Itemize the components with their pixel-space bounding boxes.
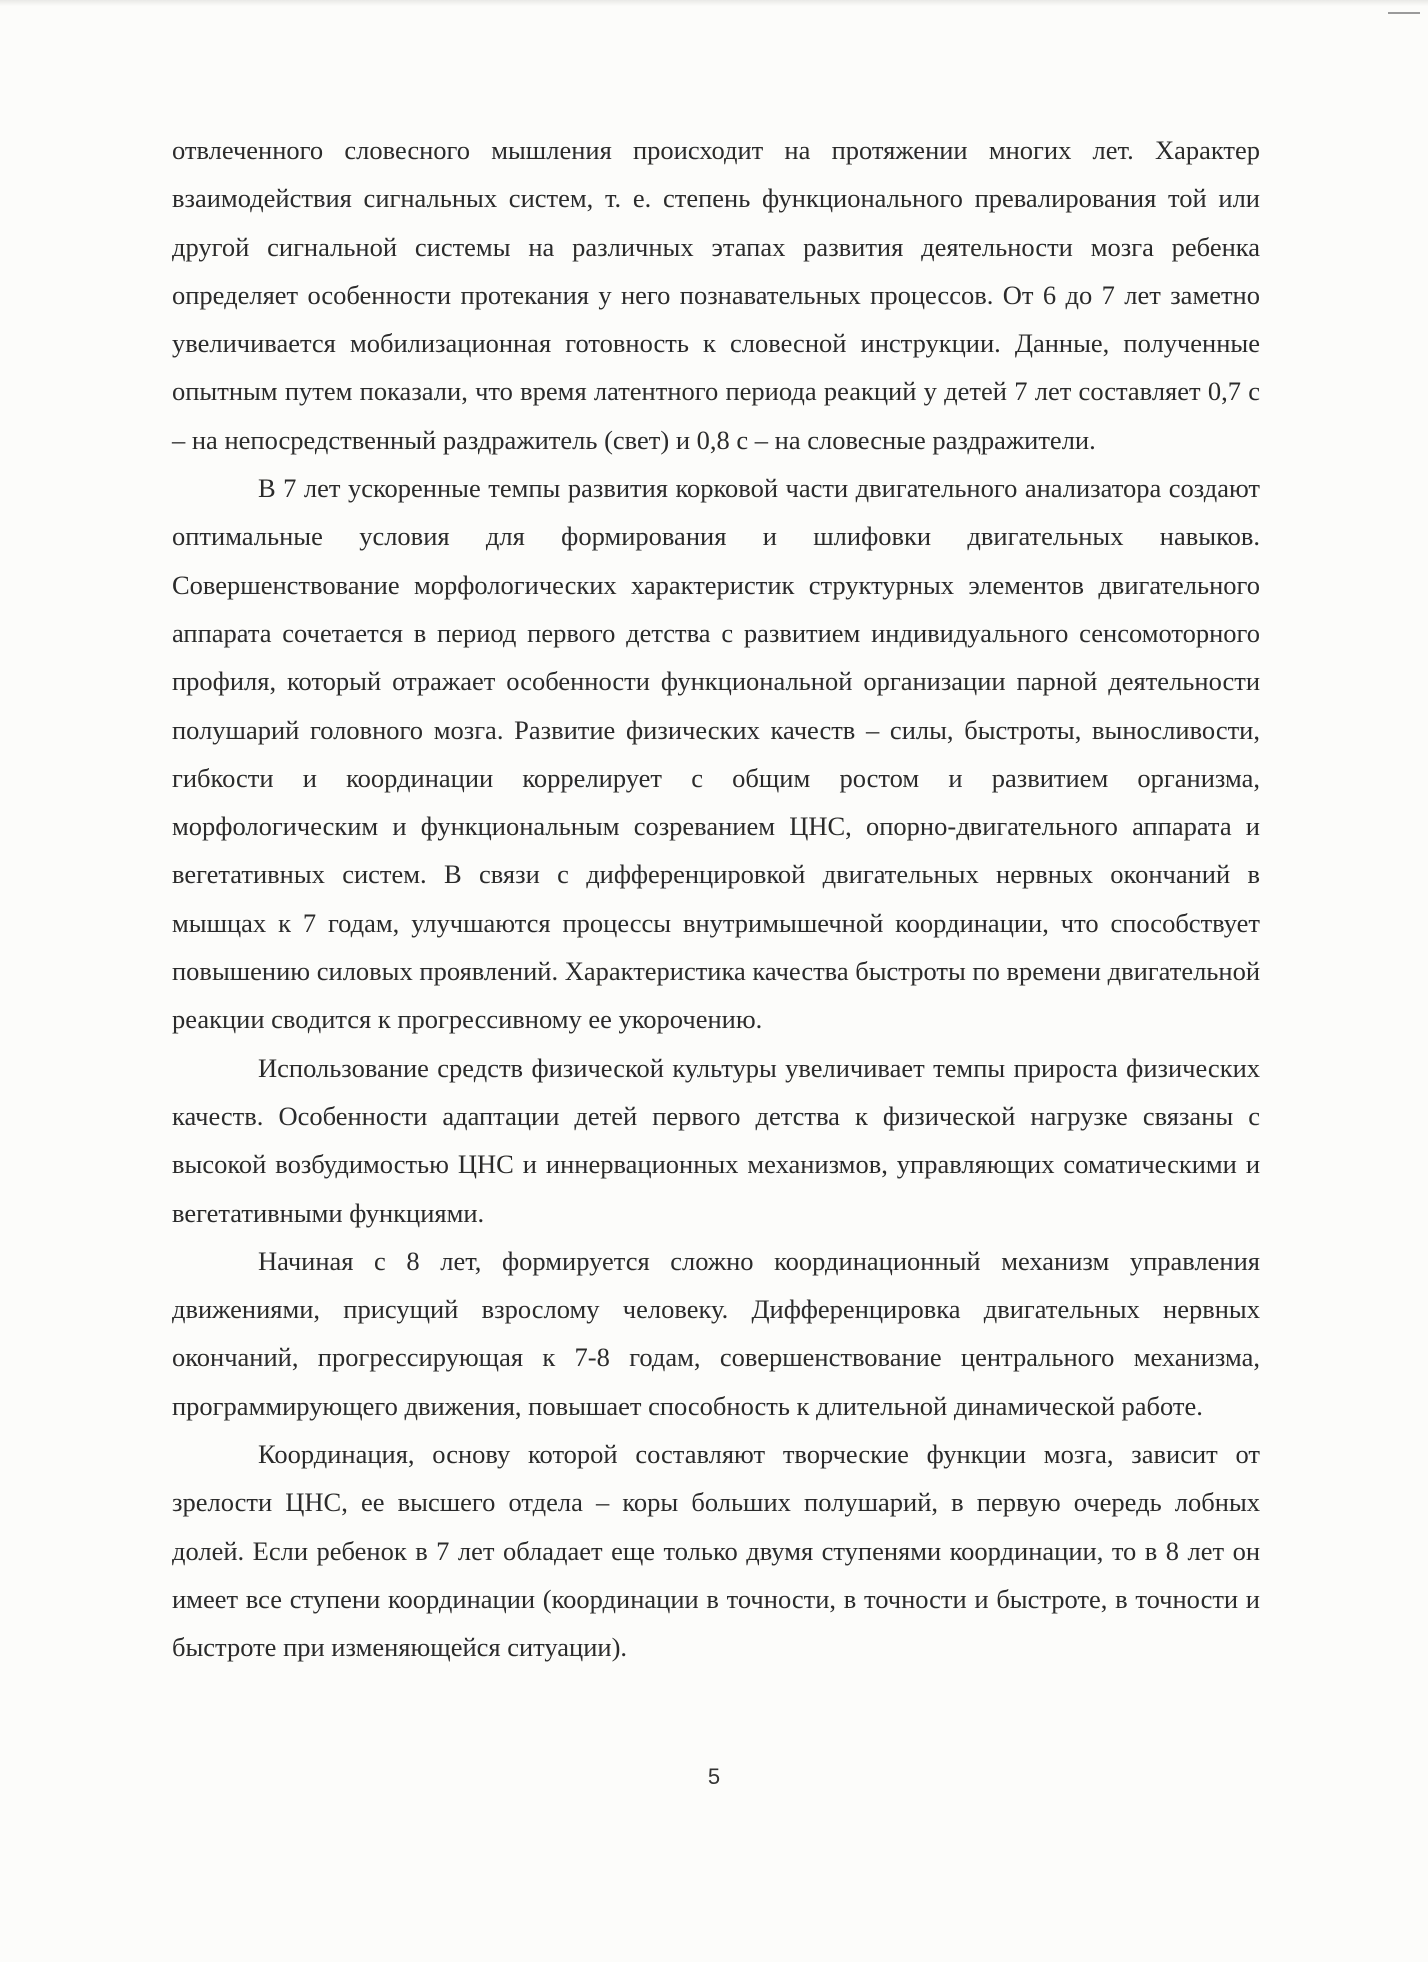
paragraph: Начиная с 8 лет, формируется сложно координационный механизм управления движениями, присущий взрослому человеку. Дифференцировка двигательных нервных окончаний, прогрессирующая к 7-8 годам, совершенствование центрального механизма, программирующего движения, повышает способность к длительной динамической работе.	[172, 1245, 1260, 1421]
paragraph: Использование средств физической культуры увеличивает темпы прироста физических качеств. Особенности адаптации детей первого детства к физической нагрузке связаны с высокой возбудимостью ЦНС и иннервационных механизмов, управляющих соматическими и вегетативными функциями.	[172, 1052, 1260, 1228]
scan-top-edge	[0, 0, 1428, 6]
paragraph: Координация, основу которой составляют творческие функции мозга, зависит от зрелости ЦНС, ее высшего отдела – коры больших полушарий, в первую очередь лобных долей. Если ребенок в 7 лет обладает еще только двумя ступенями координации, то в 8 лет он имеет все ступени координации (координации в точности, в точности и быстроте, в точности и быстроте при изменяющейся ситуации).	[172, 1439, 1260, 1663]
paragraph: отвлеченного словесного мышления происходит на протяжении многих лет. Характер взаимодействия сигнальных систем, т. е. степень функционального превалирования той или другой сигнальной системы на различных этапах развития деятельности мозга ребенка определяет особенности протекания у него познавательных процессов. От 6 до 7 лет заметно увеличивается мобилизационная готовность к словесной инструкции. Данные, полученные опытным путем показали, что время латентного периода реакций у детей 7 лет составляет 0,7 с – на непосредственный раздражитель (свет) и 0,8 с – на словесные раздражители.	[172, 135, 1260, 455]
document-body	[172, 126, 1260, 1672]
scan-corner-mark	[1388, 12, 1420, 14]
paragraph: В 7 лет ускоренные темпы развития корковой части двигательного анализатора создают оптимальные условия для формирования и шлифовки двигательных навыков. Совершенствование морфологических характеристик структурных элементов двигательного аппарата сочетается в период первого детства с развитием индивидуального сенсомоторного профиля, который отражает особенности функциональной организации парной деятельности полушарий головного мозга. Развитие физических качеств – силы, быстроты, выносливости, гибкости и координации коррелирует с общим ростом и развитием организма, морфологическим и функциональным созреванием ЦНС, опорно-двигательного аппарата и вегетативных систем. В связи с дифференцировкой двигательных нервных окончаний в мышцах к 7 годам, улучшаются процессы внутримышечной координации, что способствует повышению силовых проявлений. Характеристика качества быстроты по времени двигательной реакции сводится к прогрессивному ее укорочению.	[172, 473, 1260, 1035]
page-number: 5	[707, 1764, 721, 1789]
